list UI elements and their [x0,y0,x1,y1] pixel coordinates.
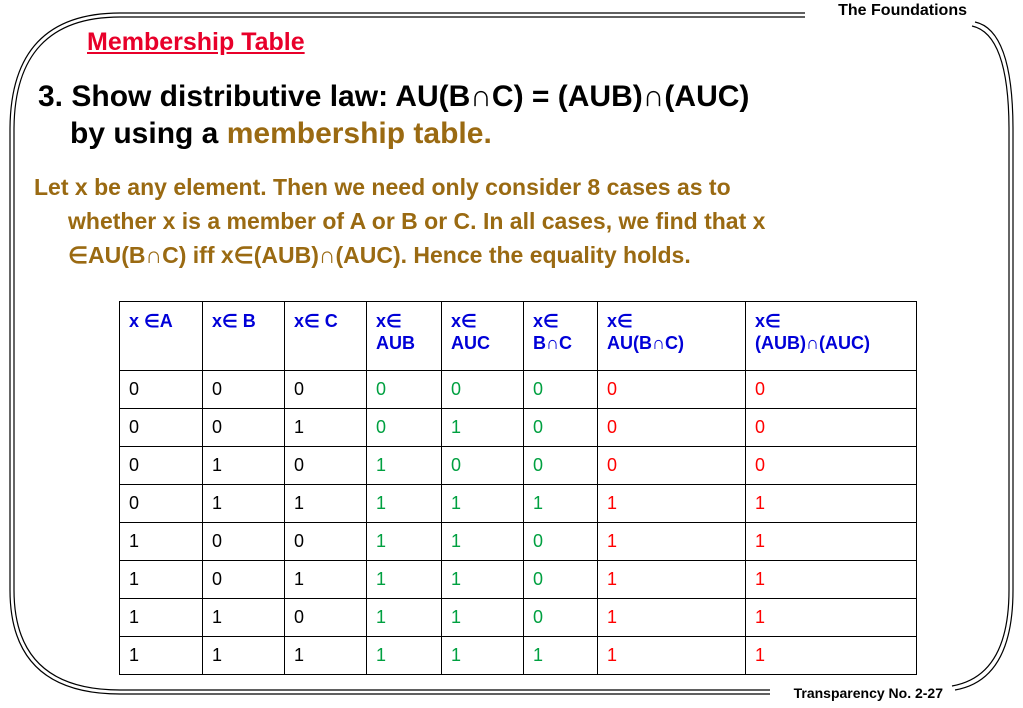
table-cell: 0 [524,561,598,599]
table-cell: 0 [203,371,285,409]
table-cell: 1 [203,485,285,523]
table-cell: 1 [367,447,442,485]
para-line-3: ∈AU(B∩C) iff x∈(AUB)∩(AUC). Hence the equality holds. [68,242,691,268]
table-cell: 1 [203,599,285,637]
table-row [120,599,917,637]
slide-heading [38,78,988,152]
table-row [120,523,917,561]
table-cell: 1 [367,523,442,561]
table-cell: 1 [598,599,746,637]
table-cell: 1 [442,561,524,599]
table-row [120,561,917,599]
table-cell: 0 [285,523,367,561]
table-cell: 1 [746,637,917,675]
header-x-in-rhs: x∈ (AUB)∩(AUC) [746,302,917,371]
table-cell: 1 [746,523,917,561]
table-cell: 1 [120,599,203,637]
header-x-in-c: x∈ C [285,302,367,371]
table-cell: 1 [598,561,746,599]
table-cell: 1 [285,637,367,675]
table-cell: 1 [442,637,524,675]
table-cell: 1 [746,561,917,599]
table-cell: 0 [203,561,285,599]
table-row [120,409,917,447]
table-cell: 1 [598,637,746,675]
table-cell: 0 [120,447,203,485]
table-cell: 1 [285,561,367,599]
table-row [120,371,917,409]
table-cell: 1 [120,561,203,599]
table-row [120,637,917,675]
table-cell: 1 [120,523,203,561]
explanation-paragraph [34,170,979,272]
heading-line-2 [38,115,988,152]
transparency-number: Transparency No. 2-27 [793,685,943,701]
table-cell: 1 [120,637,203,675]
table-cell: 0 [598,409,746,447]
header-x-in-b-cap-c: x∈ B∩C [524,302,598,371]
table-cell: 0 [120,485,203,523]
header-x-in-aub: x∈ AUB [367,302,442,371]
table-header-row [120,302,917,371]
table-cell: 0 [367,371,442,409]
table-cell: 1 [367,599,442,637]
table-cell: 0 [524,599,598,637]
header-x-in-b: x∈ B [203,302,285,371]
table-cell: 0 [524,523,598,561]
table-cell: 0 [598,371,746,409]
table-cell: 0 [524,371,598,409]
header-x-in-a: x ∈A [120,302,203,371]
table-cell: 1 [746,599,917,637]
table-cell: 0 [285,371,367,409]
table-cell: 1 [442,599,524,637]
table-cell: 0 [120,371,203,409]
table-cell: 0 [120,409,203,447]
heading-line-1: 3. Show distributive law: AU(B∩C) = (AUB)∩(AUC) [38,80,750,113]
para-line-2: whether x is a member of A or B or C. In all cases, we find that x [68,208,766,234]
table-cell: 1 [367,485,442,523]
table-cell: 1 [285,409,367,447]
table-cell: 1 [524,637,598,675]
membership-table [119,301,917,675]
para-line-1: Let x be any element. Then we need only consider 8 cases as to [34,174,731,200]
table-cell: 1 [367,561,442,599]
table-cell: 0 [203,523,285,561]
header-x-in-auc: x∈ AUC [442,302,524,371]
table-cell: 0 [524,447,598,485]
table-cell: 0 [285,447,367,485]
heading-prefix: by using a [70,117,227,150]
slide-title: Membership Table [87,28,305,56]
table-cell: 1 [598,485,746,523]
table-cell: 0 [598,447,746,485]
table-row [120,485,917,523]
table-cell: 1 [203,637,285,675]
table-cell: 0 [442,371,524,409]
table-cell: 0 [285,599,367,637]
table-cell: 1 [442,523,524,561]
table-cell: 1 [367,637,442,675]
table-cell: 1 [746,485,917,523]
table-cell: 1 [442,485,524,523]
heading-accent: membership table. [226,117,492,150]
table-cell: 0 [203,409,285,447]
table-cell: 1 [524,485,598,523]
table-cell: 0 [746,447,917,485]
table-cell: 0 [746,371,917,409]
table-cell: 1 [598,523,746,561]
table-cell: 1 [442,409,524,447]
table-cell: 0 [524,409,598,447]
table-row [120,447,917,485]
header-x-in-lhs: x∈ AU(B∩C) [598,302,746,371]
section-label: The Foundations [838,2,967,19]
table-cell: 1 [203,447,285,485]
table-cell: 0 [367,409,442,447]
table-cell: 0 [442,447,524,485]
table-cell: 1 [285,485,367,523]
table-cell: 0 [746,409,917,447]
